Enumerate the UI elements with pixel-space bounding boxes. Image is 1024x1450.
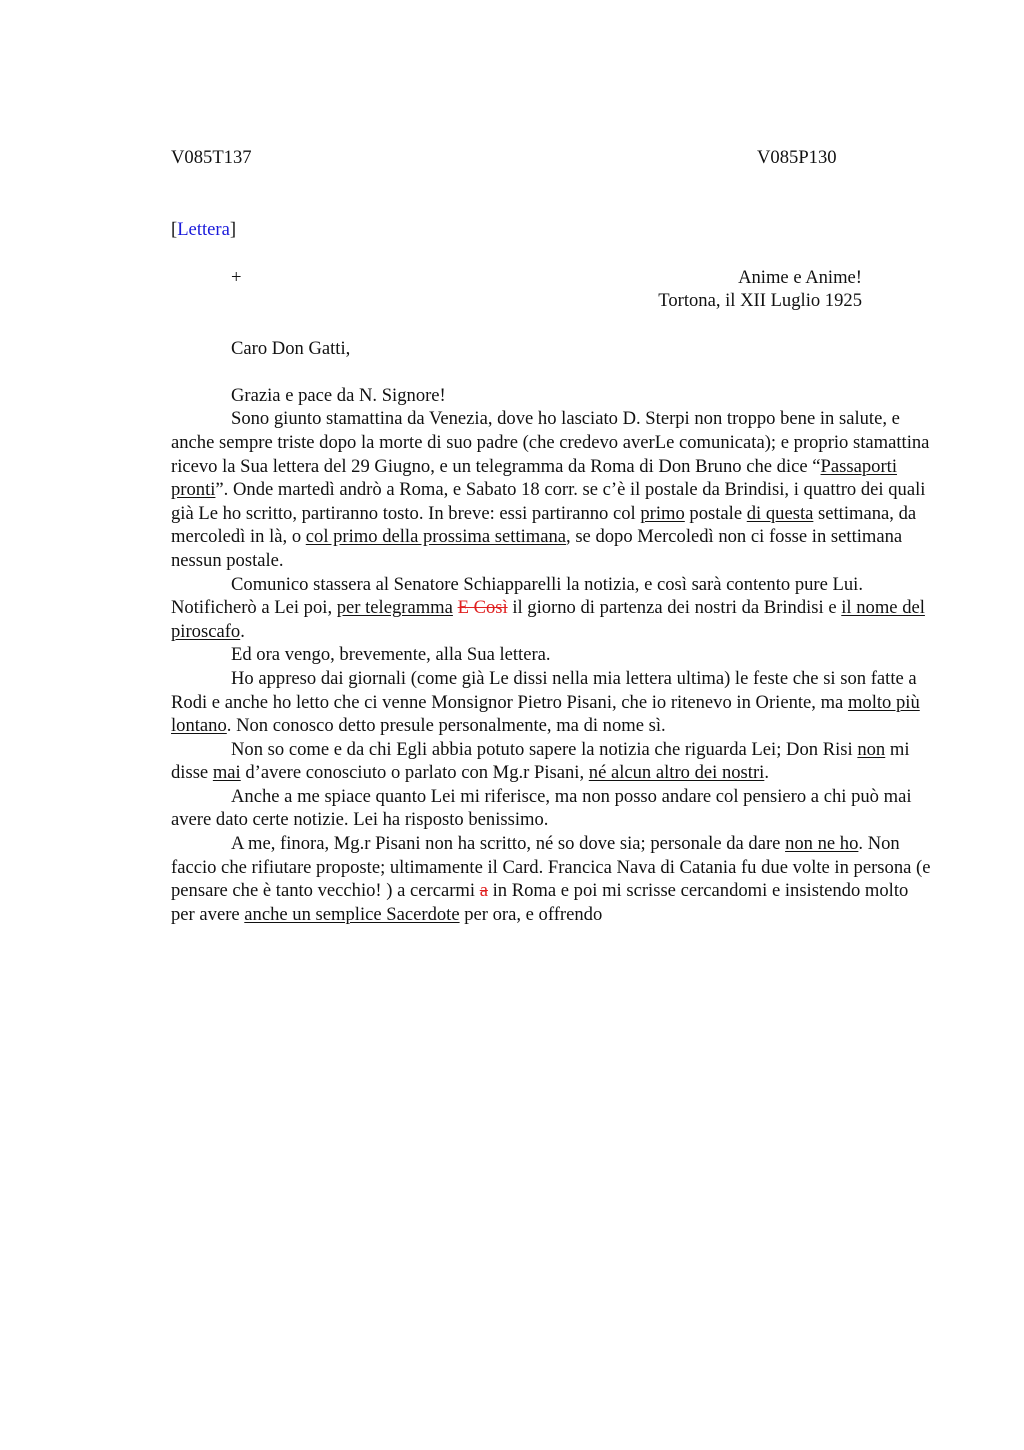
bracket-open: [ (171, 219, 178, 240)
text: . Non conosco detto presule personalmente, ma di nome sì. (226, 715, 666, 737)
text: d’avere conosciuto o parlato con Mg.r Pisani, (240, 762, 589, 784)
letter-page (171, 146, 931, 926)
text: Sono giunto stamattina da Venezia, dove ho lasciato D. Sterpi non troppo bene in salute, e anche sempre triste dopo la morte di suo padre (che credevo averLe comunicata); e proprio stamattina ricevo la Sua lettera del 29 Giugno, e un telegramma da Roma di Don Bruno che dice “ (171, 408, 930, 477)
text: A me, finora, Mg.r Pisani non ha scritto, né so dove sia; personale da dare (231, 833, 786, 855)
paragraph-1 (171, 407, 931, 572)
text: Ed ora vengo, brevemente, alla Sua lettera. (231, 644, 551, 666)
underlined-text: il nome del piroscafo (171, 597, 925, 642)
cross-mark: + (231, 266, 242, 288)
code-left: V085T137 (171, 147, 252, 168)
underlined-text: non ne ho (785, 833, 859, 855)
underlined-text: non (857, 738, 886, 760)
text: . Non faccio che rifiutare proposte; ultimamente il Card. Francica Nava di Catania fu due volte in persona (e pensare che è tanto vecchio! ) a cercarmi (171, 833, 931, 902)
underlined-text: per telegramma (336, 597, 453, 619)
document-type-link[interactable]: Lettera (177, 219, 230, 240)
deleted-text: E Così (457, 597, 508, 619)
text: il giorno di partenza dei nostri da Brindisi e (507, 597, 842, 619)
text: in Roma e poi mi scrisse cercandomi e insistendo molto per avere (171, 880, 909, 925)
underlined-text: Passaporti pronti (171, 455, 897, 501)
underlined-text: primo (640, 502, 685, 524)
paragraph-7 (171, 832, 931, 926)
text: . (240, 620, 245, 642)
paragraph-2 (171, 573, 931, 644)
code-right: V085P130 (757, 147, 837, 168)
text: . (764, 762, 769, 784)
text: Non so come e da chi Egli abbia potuto sapere la notizia che riguarda Lei; Don Risi (231, 738, 858, 760)
underlined-text: anche un semplice Sacerdote (244, 903, 460, 925)
underlined-text: né alcun altro dei nostri (588, 762, 765, 784)
text: mi disse (171, 738, 910, 784)
underlined-text: di questa (746, 502, 814, 524)
text: Ho appreso dai giornali (come già Le dissi nella mia lettera ultima) le feste che si son fatte a Rodi e anche ho letto che ci venne Monsignor Pietro Pisani, che io ritenevo in Oriente, ma (171, 667, 917, 713)
paragraph-5 (171, 738, 931, 785)
text: postale (684, 502, 747, 524)
paragraph-6 (171, 785, 931, 832)
dateline: Tortona, il XII Luglio 1925 (658, 290, 862, 312)
text: per ora, e offrendo (459, 903, 603, 925)
text: Anche a me spiace quanto Lei mi riferisce, ma non posso andare col pensiero a chi può mai avere dato certe notizie. Lei ha risposto benissimo. (171, 785, 912, 831)
text: Comunico stassera al Senatore Schiapparelli la notizia, e così sarà contento pure Lui. Notificherò a Lei poi, (171, 573, 863, 619)
letter-header (171, 266, 931, 313)
underlined-text: molto più lontano (171, 691, 920, 737)
text: ”. Onde martedì andrò a Roma, e Sabato 18 corr. se c’è il postale da Brindisi, i quattro dei quali già Le ho scritto, partiranno tosto. In breve: essi partiranno col (171, 479, 926, 524)
underlined-text: mai (212, 762, 241, 784)
bracket-close: ] (229, 219, 237, 240)
deleted-text: a (479, 880, 488, 902)
motto: Anime e Anime! (738, 266, 862, 288)
paragraph-4 (171, 667, 931, 738)
text: , se dopo Mercoledì non ci fosse in settimana nessun postale. (171, 526, 903, 571)
greeting: Grazia e pace da N. Signore! (231, 384, 446, 406)
salutation: Caro Don Gatti, (231, 337, 351, 359)
text: settimana, da mercoledì in là, o (171, 502, 917, 548)
document-codes (171, 146, 931, 170)
underlined-text: col primo della prossima settimana (305, 526, 567, 548)
document-type (171, 218, 931, 242)
paragraph-3 (171, 643, 931, 667)
